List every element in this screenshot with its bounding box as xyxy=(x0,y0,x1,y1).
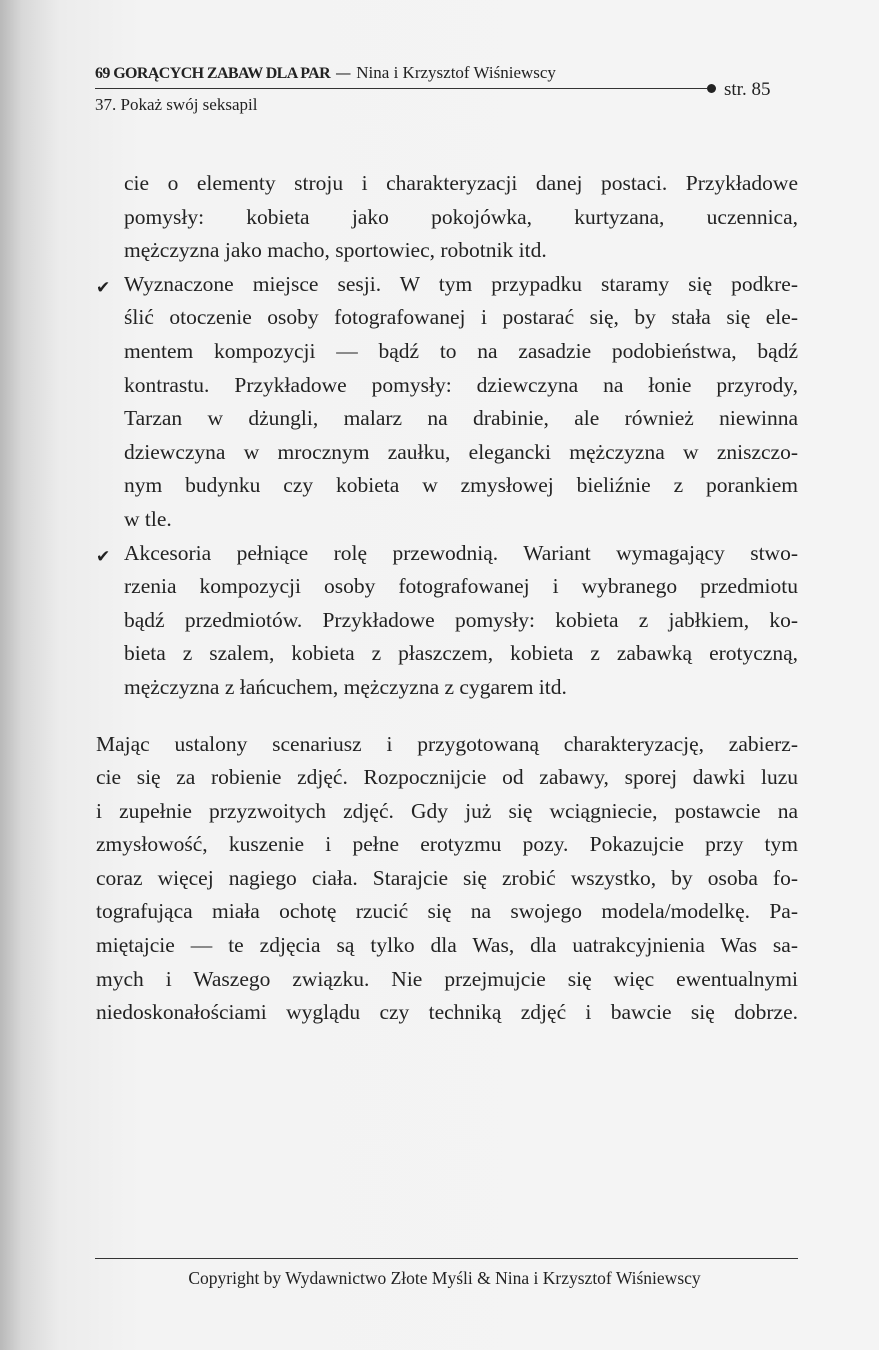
header-title-line xyxy=(95,62,795,85)
text-line: Akcesoria pełniące rolę przewodnią. Wariant wymagający stwo- xyxy=(124,540,798,565)
text-line: miętajcie — te zdjęcia są tylko dla Was, dla uatrakcyjnienia Was sa- xyxy=(96,933,798,958)
text-line: nym budynku czy kobieta w zmysłowej bieliźnie z porankiem xyxy=(124,473,798,498)
copyright-footer: Copyright by Wydawnictwo Złote Myśli & Nina i Krzysztof Wiśniewscy xyxy=(188,1268,701,1288)
check-icon: ✔ xyxy=(96,277,111,298)
text-line: Wyznaczone miejsce sesji. W tym przypadku staramy się podkre- xyxy=(124,271,798,296)
header-rule xyxy=(95,88,707,89)
text-line: bieta z szalem, kobieta z płaszczem, kobieta z zabawką erotyczną, xyxy=(124,641,798,666)
text-line: zmysłowość, kuszenie i pełne erotyzmu pozy. Pokazujcie przy tym xyxy=(96,832,798,857)
text-line: i zupełnie przyzwoitych zdjęć. Gdy już się wciągniecie, postawcie na xyxy=(96,798,798,823)
text-line: Mając ustalony scenariusz i przygotowaną charakteryzację, zabierz- xyxy=(96,731,798,756)
text-line: w tle. xyxy=(124,506,172,531)
text-line: tografująca miała ochotę rzucić się na swojego modela/modelkę. Pa- xyxy=(96,899,798,924)
text-line: rzenia kompozycji osoby fotografowanej i wybranego przedmiotu xyxy=(124,574,798,599)
text-line: niedoskonałościami wyglądu czy techniką zdjęć i bawcie się dobrze. xyxy=(96,1000,798,1025)
text-line: mężczyzna z łańcuchem, mężczyzna z cygarem itd. xyxy=(124,674,567,699)
header-authors: Nina i Krzysztof Wiśniewscy xyxy=(356,63,556,82)
text-line: mentem kompozycji — bądź to na zasadzie podobieństwa, bądź xyxy=(124,338,798,363)
text-line: Tarzan w dżungli, malarz na drabinie, ale również niewinna xyxy=(124,406,798,431)
bullet-item xyxy=(96,268,798,537)
body-text xyxy=(96,167,798,1030)
text-line: kontrastu. Przykładowe pomysły: dziewczyna na łonie przyrody, xyxy=(124,372,798,397)
text-line: cie się za robienie zdjęć. Rozpocznijcie od zabawy, sporej dawki luzu xyxy=(96,765,798,790)
chapter-title: 37. Pokaż swój seksapil xyxy=(95,95,258,114)
text-line: pomysły: kobieta jako pokojówka, kurtyzana, uczennica, xyxy=(124,204,798,229)
footer-rule xyxy=(95,1258,798,1259)
running-header xyxy=(95,62,795,114)
page-number-dot-icon xyxy=(707,84,716,93)
header-separator: — xyxy=(330,63,357,82)
text-line: dziewczyna w mrocznym zaułku, elegancki mężczyzna w zniszczo- xyxy=(124,439,798,464)
check-icon: ✔ xyxy=(96,546,111,567)
page-number xyxy=(707,79,770,101)
text-line: mężczyzna jako macho, sportowiec, robotnik itd. xyxy=(124,238,547,263)
text-line: ślić otoczenie osoby fotografowanej i postarać się, by stała się ele- xyxy=(124,305,798,330)
text-line: bądź przedmiotów. Przykładowe pomysły: kobieta z jabłkiem, ko- xyxy=(124,607,798,632)
text-line: coraz więcej nagiego ciała. Starajcie się zrobić wszystko, by osoba fo- xyxy=(96,865,798,890)
main-paragraph xyxy=(96,728,798,1030)
page-number-label: str. 85 xyxy=(724,79,771,100)
book-title: 69 GORĄCYCH ZABAW DLA PAR xyxy=(95,65,331,82)
paragraph-gap xyxy=(96,705,798,728)
text-line: mych i Waszego związku. Nie przejmujcie się więc ewentualnymi xyxy=(96,966,798,991)
bullet-item xyxy=(96,537,798,705)
text-line: cie o elementy stroju i charakteryzacji danej postaci. Przykładowe xyxy=(124,171,798,195)
intro-continuation xyxy=(96,167,798,268)
